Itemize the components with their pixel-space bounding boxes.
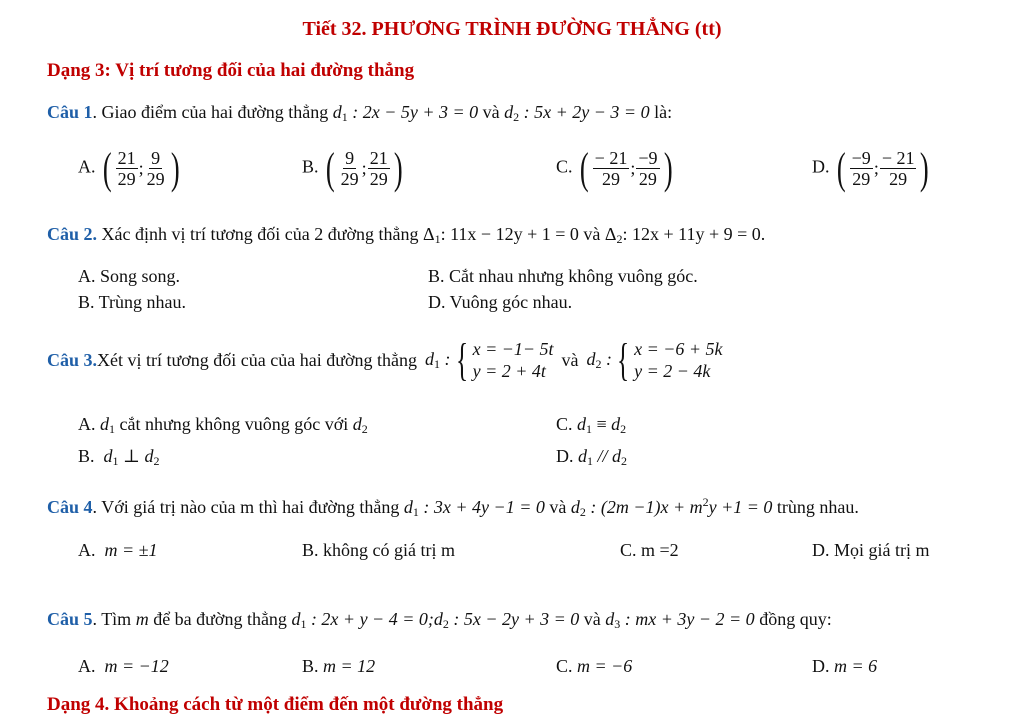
q2-option-a[interactable]: A. Song song. (78, 266, 181, 286)
question-label: Câu 3. (47, 349, 98, 370)
question-3 (47, 334, 723, 385)
equation-d2: : (2m −1)x + m (585, 497, 703, 517)
option-letter: C. (556, 656, 573, 676)
question-4: Câu 4. Với giá trị nào của m thì hai đường thẳng $d_1$ : 3x + 4y −1 = 0 và $d_2$ : $(2m -1)x + m^2y +1 = 0$ trùng nhau. (47, 495, 859, 519)
line-d1: $d_1$ (332, 102, 348, 124)
option-letter: C. (556, 156, 573, 177)
q4-option-d[interactable]: D. Mọi giá trị m (812, 540, 930, 560)
equation-d3: : mx + 3y − 2 = 0 (620, 609, 755, 629)
q2-option-b[interactable]: B. Cắt nhau nhưng không vuông góc. (428, 266, 698, 286)
equation-delta2: : 12x + 11y + 9 = 0. (622, 224, 766, 244)
system-d2: { x = −6 + 5k y = 2 − 4k (617, 334, 723, 385)
q1-option-a[interactable]: A. ( $\frac{21}{29}$ ; $\frac{9}{29}$ ) (78, 143, 180, 193)
line-d2: $d_2$ : (586, 348, 613, 371)
system-d1: { x = −1− 5t y = 2 + 4t (455, 334, 554, 385)
question-2 (47, 224, 765, 247)
q3-option-d[interactable]: D. $d_1 // d_2$ (556, 446, 628, 468)
option-text: m = −6 (577, 656, 633, 676)
q2-option-c[interactable]: B. Trùng nhau. (78, 292, 187, 312)
equation-d2-end: y +1 = 0 (708, 497, 773, 517)
question-label: Câu 2. (47, 224, 98, 244)
q5-option-c[interactable] (556, 656, 632, 677)
equation-d2: : 5x + 2y − 3 = 0 (519, 102, 650, 122)
and-text: và (544, 497, 571, 517)
question-text-end: đồng quy: (754, 609, 832, 629)
q1-option-d[interactable]: D. ( $\frac{-9}{29}$ ; $\frac{- 21}{29}$ ) (812, 143, 930, 193)
and-text: và (478, 102, 505, 122)
equation-d1: : 3x + 4y −1 = 0 (418, 497, 545, 517)
question-1 (47, 102, 672, 125)
question-5: Câu 5. Tìm m để ba đường thẳng $d_1$ : $2x + y - 4 = 0;d_2$ : 5x − 2y + 3 = 0 và $d_3$ : mx + 3y − 2 = 0 đồng quy: (47, 609, 832, 631)
option-text: m = −12 (104, 656, 169, 676)
line-d1: $d_1$ : (425, 348, 451, 371)
option-letter: A. (78, 540, 96, 560)
q5-option-a[interactable] (78, 656, 169, 677)
equation-d1: : 2x + y − 4 = 0; (306, 609, 434, 629)
option-text: cắt nhưng không vuông góc với (115, 414, 353, 434)
option-letter: A. (78, 656, 96, 676)
question-text-mid: để ba đường thẳng (148, 609, 287, 629)
section-heading-4: Dạng 4. Khoảng cách từ một điểm đến một đường thẳng (47, 694, 504, 715)
option-letter: A. (78, 156, 96, 177)
q3-option-a[interactable]: A. $d_1$ cắt nhưng không vuông góc với $d_2$ (78, 414, 368, 436)
equation-d2: : 5x − 2y + 3 = 0 (448, 609, 580, 629)
q5-option-b[interactable] (302, 656, 375, 677)
q5-option-d[interactable] (812, 656, 877, 677)
option-letter: B. (302, 656, 319, 676)
relation-symbol: // (593, 446, 613, 466)
option-letter: D. (812, 156, 830, 177)
section-heading-3: Dạng 3: Vị trí tương đối của hai đường thẳng (47, 60, 415, 81)
question-label: Câu 4 (47, 497, 93, 517)
question-text: Xác định vị trí tương đối của 2 đường thẳng Δ (97, 224, 435, 244)
relation-symbol: ≡ (592, 414, 612, 434)
page-title: Tiết 32. PHƯƠNG TRÌNH ĐƯỜNG THẲNG (tt) (302, 18, 722, 40)
and-text: và (561, 349, 579, 370)
equation-d1: : 2x − 5y + 3 = 0 (347, 102, 479, 122)
variable-m: m (135, 609, 149, 629)
option-text: m = ±1 (104, 540, 158, 560)
option-letter: B. (302, 156, 319, 177)
subscript: 1 (434, 232, 441, 246)
q3-option-c[interactable]: C. $d_1 \equiv d_2$ (556, 414, 627, 436)
relation-symbol: ⊥ (118, 446, 145, 466)
question-text: Xét vị trí tương đối của của hai đường thẳng (97, 349, 417, 370)
question-text-end: trùng nhau. (772, 497, 859, 517)
q4-option-c[interactable]: C. m =2 (620, 540, 679, 560)
option-letter: B. (78, 446, 95, 466)
subscript: 2 (616, 232, 623, 246)
option-letter: D. (812, 656, 830, 676)
question-text: . Với giá trị nào của m thì hai đường thẳng (92, 497, 400, 517)
option-letter: C. (556, 414, 573, 434)
line-d2: $d_2$ (504, 102, 520, 124)
q1-option-b[interactable]: B. ( $\frac{9}{29}$ ; $\frac{21}{29}$ ) (302, 143, 403, 193)
question-text-end: là: (649, 102, 673, 122)
superscript: 2 (702, 495, 709, 509)
equation-delta1: : 11x − 12y + 1 = 0 và Δ (440, 224, 617, 244)
question-text: . Giao điểm của hai đường thẳng (92, 102, 329, 122)
option-letter: A. (78, 414, 96, 434)
option-text: m = 6 (834, 656, 878, 676)
q2-option-d[interactable]: D. Vuông góc nhau. (428, 292, 573, 312)
and-text: và (579, 609, 606, 629)
question-text: . Tìm (92, 609, 136, 629)
q1-option-c[interactable]: C. ( $\frac{- 21}{29}$ ; $\frac{-9}{29}$ ) (556, 143, 673, 193)
q4-option-b[interactable]: B. không có giá trị m (302, 540, 455, 560)
q4-option-a[interactable] (78, 540, 158, 561)
option-text: m = 12 (323, 656, 376, 676)
option-letter: D. (556, 446, 574, 466)
question-label: Câu 1 (47, 102, 93, 122)
question-label: Câu 5 (47, 609, 93, 629)
q3-option-b[interactable]: B. $d_1$ ⊥ $d_2$ (78, 446, 160, 468)
